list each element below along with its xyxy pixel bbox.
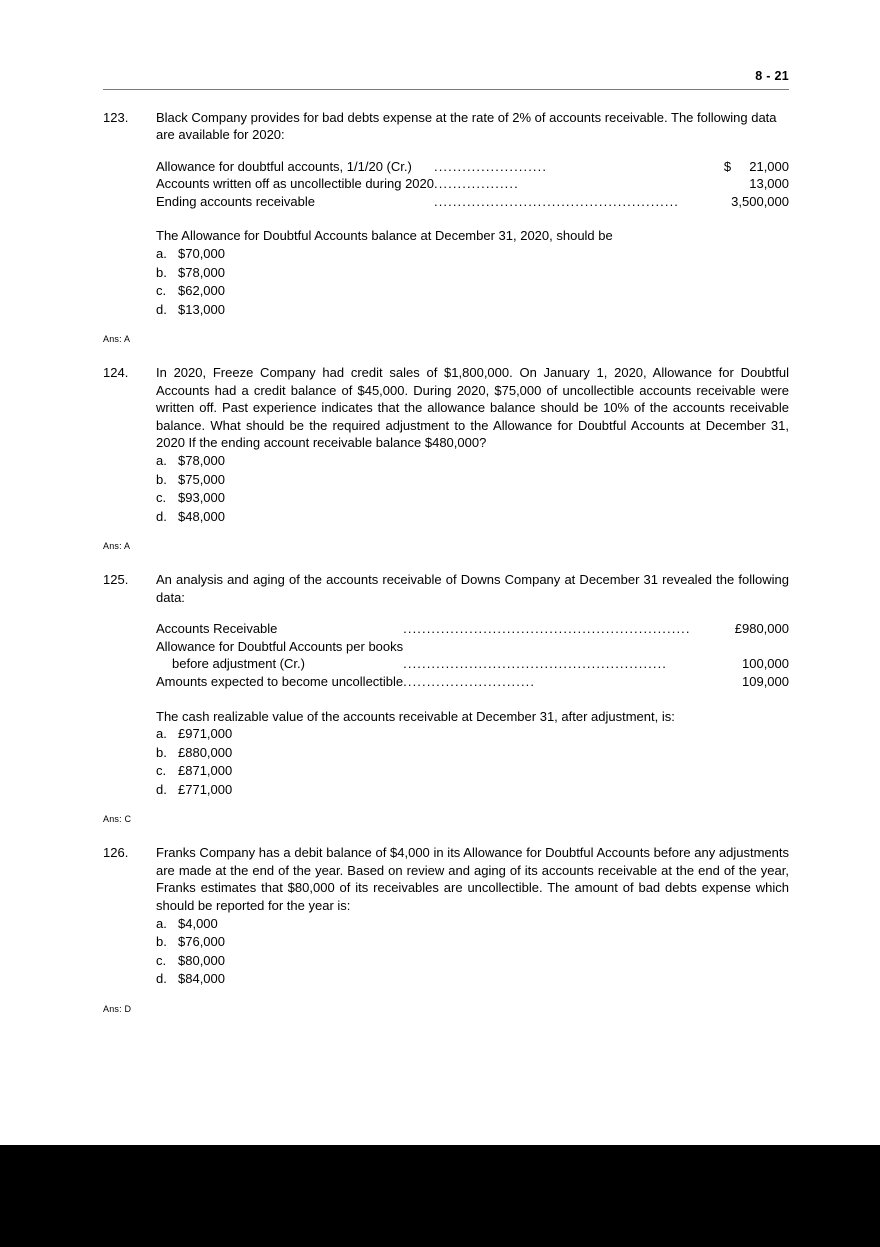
question-body (156, 571, 789, 799)
option-letter: c. (156, 490, 167, 506)
answer-option[interactable] (156, 489, 789, 508)
answer-option[interactable] (156, 282, 789, 301)
data-table (156, 158, 789, 211)
table-row (156, 620, 789, 638)
table-row-amount: 100,000 (742, 656, 789, 672)
option-value: $78,000 (178, 264, 225, 280)
table-row-amount: 21,000 (749, 158, 789, 174)
dotted-leader-dots: ............................................................. (403, 621, 691, 637)
answer-option[interactable] (156, 264, 789, 283)
table-row-amount: 109,000 (742, 674, 789, 689)
question-number: 124. (103, 365, 129, 381)
option-value: £880,000 (178, 744, 233, 760)
answer-option[interactable] (156, 781, 789, 800)
bottom-black-band (0, 1145, 880, 1247)
question-stem: The Allowance for Doubtful Accounts balance at December 31, 2020, should be (156, 228, 613, 244)
option-letter: d. (156, 301, 167, 317)
option-value: $75,000 (178, 471, 225, 487)
question-block (103, 571, 789, 799)
option-letter: c. (156, 283, 167, 299)
question-text: An analysis and aging of the accounts receivable of Downs Company at December 31 revealed the following data: (156, 572, 789, 605)
answer-option[interactable] (156, 508, 789, 527)
dotted-leader (403, 673, 735, 691)
table-row-amount: 3,500,000 (731, 193, 789, 209)
currency-symbol (724, 175, 731, 193)
option-letter: a. (156, 453, 167, 469)
question-text: Black Company provides for bad debts expense at the rate of 2% of accounts receivable. The following data are available for 2020: (156, 109, 777, 143)
table-row (156, 175, 789, 193)
option-value: $78,000 (178, 453, 225, 469)
option-letter: a. (156, 246, 167, 262)
dotted-leader-dots: ........................................................ (403, 656, 668, 672)
option-value: $48,000 (178, 508, 225, 524)
table-row-label: Ending accounts receivable (156, 193, 315, 209)
answer-option[interactable] (156, 952, 789, 971)
table-row-label: Allowance for doubtful accounts, 1/1/20 (Cr.) (156, 158, 412, 174)
option-letter: d. (156, 508, 167, 524)
table-row (156, 655, 789, 673)
answer-key: Ans: D (103, 1003, 132, 1014)
answer-option[interactable] (156, 725, 789, 744)
table-row (156, 673, 789, 691)
table-row-amount: £980,000 (734, 621, 789, 637)
dotted-leader (403, 655, 735, 673)
dotted-leader-dots: .................................................... (433, 193, 679, 209)
option-letter: b. (156, 471, 167, 487)
option-value: $76,000 (178, 934, 225, 950)
question-number: 125. (103, 572, 129, 588)
header-rule (103, 89, 789, 90)
option-letter: b. (156, 744, 167, 760)
question-text: In 2020, Freeze Company had credit sales of $1,800,000. On January 1, 2020, Allowance for Doubtful Accounts had a credit balance of $45,000. During 2020, $75,000 of uncollectible accounts receivable were written off. Past experience indicates that the allowance balance should be 10% of the accounts receivable balance. What should be the required adjustment to the Allowance for Doubtful Accounts at December 31, 2020 If the ending account receivable balance $480,000? (156, 365, 789, 451)
option-value: $4,000 (178, 915, 218, 931)
answer-option[interactable] (156, 245, 789, 264)
dotted-leader-dots: .................. (433, 176, 519, 192)
question-number: 126. (103, 845, 129, 861)
running-head (103, 0, 789, 90)
option-value: $93,000 (178, 490, 225, 506)
dotted-leader (434, 158, 724, 176)
answer-option[interactable] (156, 970, 789, 989)
answer-option[interactable] (156, 452, 789, 471)
answer-option[interactable] (156, 471, 789, 490)
question-block (103, 109, 789, 320)
page-content (103, 0, 789, 1015)
option-value: £871,000 (178, 763, 233, 779)
option-letter: a. (156, 726, 167, 742)
option-letter: d. (156, 971, 167, 987)
option-letter: c. (156, 952, 167, 968)
answer-options (156, 245, 789, 319)
question-number: 123. (103, 109, 129, 125)
option-letter: a. (156, 915, 167, 931)
currency-symbol (724, 193, 731, 211)
question-body (156, 844, 789, 988)
question-block (103, 364, 789, 526)
question-body (156, 109, 789, 320)
answer-option[interactable] (156, 915, 789, 934)
question-body (156, 364, 789, 526)
question-text: Franks Company has a debit balance of $4,000 in its Allowance for Doubtful Accounts before any adjustments are made at the end of the year. Based on review and aging of its accounts receivable at the end of the year, Franks estimates that $80,000 of its receivables are uncollectible. The amount of bad debts expense which should be reported for the year is: (156, 845, 789, 913)
option-value: $70,000 (178, 246, 225, 262)
answer-key: Ans: A (103, 541, 131, 552)
option-value: £771,000 (178, 781, 233, 797)
table-row-label: Accounts written off as uncollectible during 2020 (156, 176, 434, 192)
table-row-label: Amounts expected to become uncollectible (156, 674, 404, 689)
table-row (156, 638, 789, 656)
answer-option[interactable] (156, 301, 789, 320)
answer-key: Ans: A (103, 334, 131, 345)
option-letter: b. (156, 264, 167, 280)
option-value: $62,000 (178, 283, 225, 299)
dotted-leader (434, 193, 724, 211)
dotted-leader (434, 175, 724, 193)
question-stem: The cash realizable value of the accounts receivable at December 31, after adjustment, is: (156, 708, 675, 724)
data-table (156, 620, 789, 690)
table-row-label: Allowance for Doubtful Accounts per books (156, 638, 404, 654)
questions-container (103, 109, 789, 1015)
table-row-label: Accounts Receivable (156, 621, 278, 637)
table-row-amount: 13,000 (749, 176, 789, 192)
option-value: £971,000 (178, 726, 233, 742)
dotted-leader-dots: ........................ (433, 158, 548, 174)
option-letter: d. (156, 781, 167, 797)
table-row-amount (735, 638, 789, 656)
dotted-leader-dots: ............................ (403, 674, 536, 689)
option-letter: b. (156, 934, 167, 950)
answer-options (156, 452, 789, 526)
option-value: $84,000 (178, 971, 225, 987)
table-row (156, 193, 789, 211)
page-number-label: 8 - 21 (755, 69, 789, 83)
answer-key: Ans: C (103, 814, 132, 825)
answer-option[interactable] (156, 744, 789, 763)
question-block (103, 844, 789, 988)
table-row-label: before adjustment (Cr.) (172, 656, 305, 672)
answer-options (156, 725, 789, 799)
table-row (156, 158, 789, 176)
dotted-leader (403, 638, 735, 656)
currency-symbol: $ (723, 158, 732, 174)
answer-option[interactable] (156, 933, 789, 952)
dotted-leader (403, 620, 735, 638)
option-letter: c. (156, 763, 167, 779)
option-value: $13,000 (178, 301, 225, 317)
answer-option[interactable] (156, 762, 789, 781)
answer-options (156, 915, 789, 989)
option-value: $80,000 (178, 952, 225, 968)
